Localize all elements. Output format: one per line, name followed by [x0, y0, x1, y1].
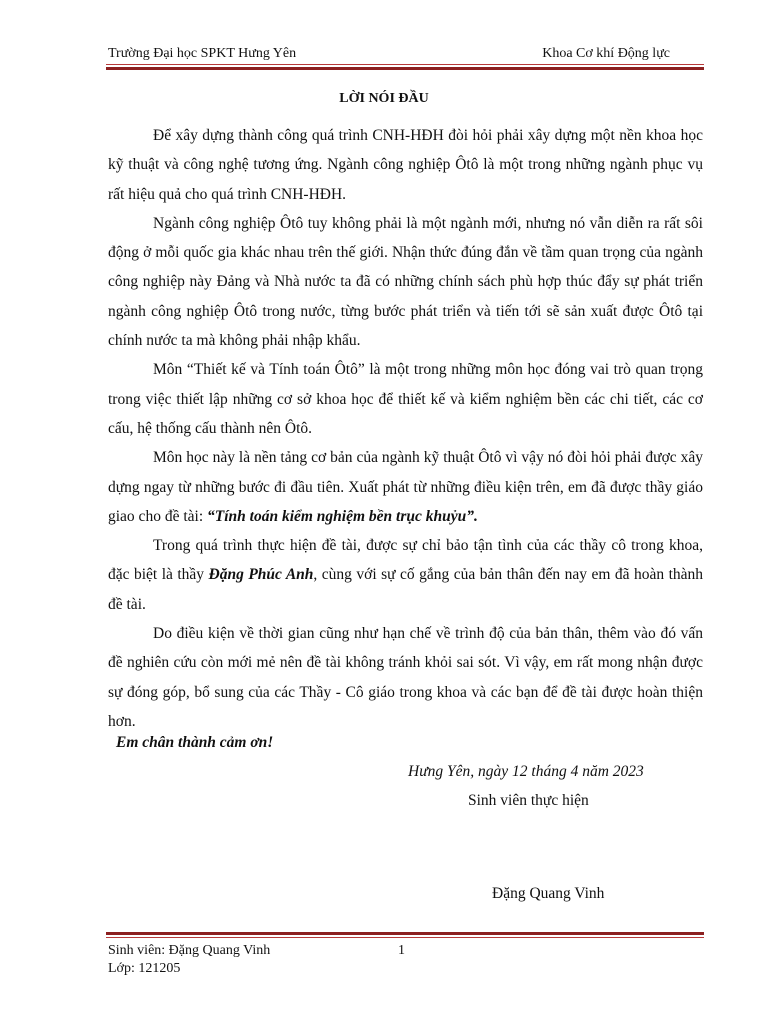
header-rule	[106, 64, 704, 70]
paragraph-6: Do điều kiện về thời gian cũng như hạn chế về trình độ của bản thân, thêm vào đó vấn đề nghiên cứu còn mới mẻ nên đề tài không tránh khỏi sai sót. Vì vậy, em rất mong nhận được sự đóng góp, bổ sung của các Thầy - Cô giáo trong khoa và các bạn để đề tài được hoàn thiện hơn.	[108, 625, 703, 730]
paragraph-1: Để xây dựng thành công quá trình CNH-HĐH đòi hỏi phải xây dựng một nền khoa học kỹ thuật và công nghệ tương ứng. Ngành công nghiệp Ôtô là một trong những ngành phục vụ rất hiệu quả cho quá trình CNH-HĐH.	[108, 127, 703, 203]
footer-rule	[106, 932, 704, 938]
footer-student: Sinh viên: Đặng Quang Vinh	[108, 943, 271, 958]
topic-title: “Tính toán kiểm nghiệm bền trục khuỷu”.	[207, 507, 478, 525]
footer-rule-thick	[106, 932, 704, 935]
signer-role: Sinh viên thực hiện	[468, 792, 589, 809]
paragraph-4	[108, 443, 703, 531]
thanks-line: Em chân thành cảm ơn!	[116, 734, 274, 751]
header-school: Trường Đại học SPKT Hưng Yên	[108, 46, 297, 61]
header-faculty: Khoa Cơ khí Động lực	[542, 46, 670, 61]
body-text	[108, 121, 703, 736]
header-rule-thick	[106, 67, 704, 70]
header-rule-thin	[106, 64, 704, 65]
place-date: Hưng Yên, ngày 12 tháng 4 năm 2023	[408, 763, 644, 780]
page-number: 1	[398, 943, 405, 958]
paragraph-5	[108, 531, 703, 619]
paragraph-5-after: , cùng với sự cố gắng của bản thân đến nay em đã hoàn thành đề tài.	[108, 566, 704, 613]
paragraph-2: Ngành công nghiệp Ôtô tuy không phải là một ngành mới, nhưng nó vẫn diễn ra rất sôi động ở mỗi quốc gia khác nhau trên thế giới. Nhận thức đúng đắn về tầm quan trọng của ngành công nghiệp này Đảng và Nhà nước ta đã có những chính sách phù hợp thúc đẩy sự phát triển ngành công nghiệp Ôtô trong nước, từng bước phát triển và tiến tới sẽ sản xuất được Ôtô tại chính nước ta mà không phải nhập khẩu.	[108, 214, 703, 350]
page-title: LỜI NÓI ĐẦU	[339, 91, 429, 106]
footer-class: Lớp: 121205	[108, 961, 181, 976]
page-header	[108, 46, 670, 66]
footer-rule-thin	[106, 937, 704, 938]
signer-name: Đặng Quang Vinh	[492, 885, 605, 902]
teacher-name: Đặng Phúc Anh	[208, 566, 314, 584]
paragraph-4-text: Môn học này là nền tảng cơ bản của ngành kỹ thuật Ôtô vì vậy nó đòi hỏi phải được xây dựng ngay từ những bước đi đầu tiên. Xuất phát từ những điều kiện trên, em đã được thầy giáo giao cho đề tài:	[108, 449, 703, 525]
paragraph-5-before: Trong quá trình thực hiện đề tài, được sự chỉ bảo tận tình của các thầy cô trong khoa, đặc biệt là thầy	[108, 537, 703, 584]
paragraph-3: Môn “Thiết kế và Tính toán Ôtô” là một trong những môn học đóng vai trò quan trọng trong việc thiết lập những cơ sở khoa học để thiết kế và kiểm nghiệm bền các chi tiết, các cơ cấu, hệ thống cấu thành nên Ôtô.	[108, 361, 703, 437]
